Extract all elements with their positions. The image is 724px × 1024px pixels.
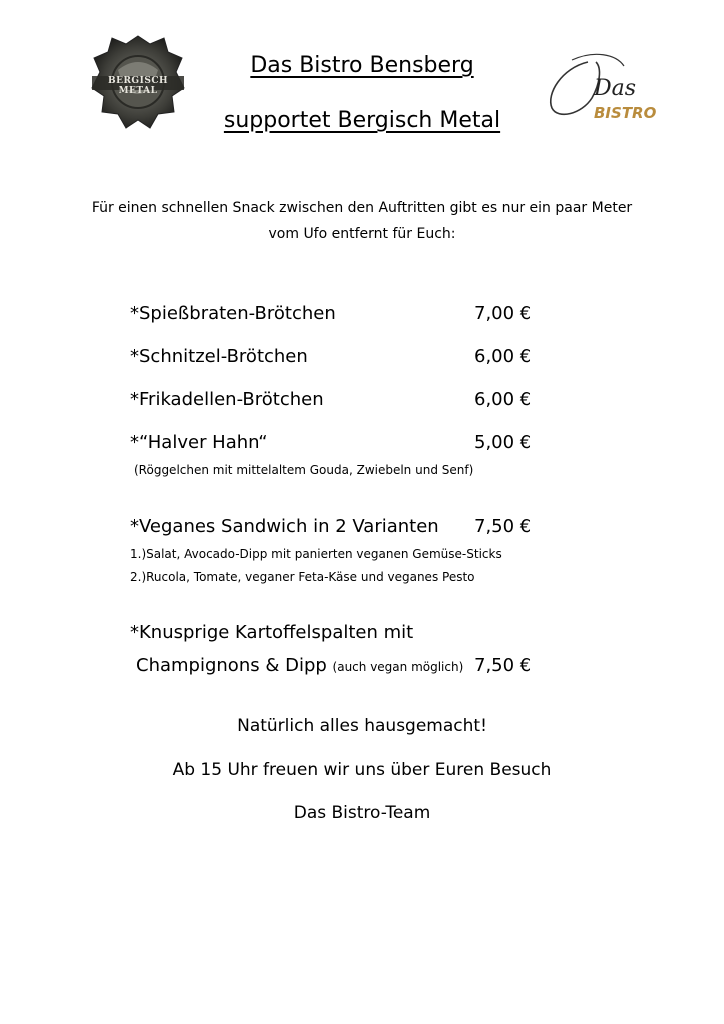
menu-item-note: (Röggelchen mit mittelaltem Gouda, Zwiebeln und Senf): [134, 463, 474, 477]
menu-item-price: 7,00 €: [474, 303, 532, 324]
das-bistro-logo-das: Das: [594, 76, 637, 101]
menu-item-name-small: (auch vegan möglich): [332, 660, 464, 674]
intro-line-2: vom Ufo entfernt für Euch:: [268, 226, 456, 242]
menu-item-price: 5,00 €: [474, 432, 532, 453]
intro-line-1: Für einen schnellen Snack zwischen den Auftritten gibt es nur ein paar Meter: [91, 200, 633, 216]
menu-item-price: 7,50 €: [474, 516, 532, 537]
footer-line-2: Ab 15 Uhr freuen wir uns über Euren Besuch: [172, 760, 552, 780]
menu-item-name-line2: [136, 655, 463, 676]
menu-item-name: *Knusprige Kartoffelspalten mit: [130, 622, 414, 643]
menu-item-price: 7,50 €: [474, 655, 532, 676]
menu-item-name: *Spießbraten-Brötchen: [130, 303, 336, 324]
intro-text: [0, 195, 724, 247]
footer-signature: Das Bistro-Team: [293, 803, 431, 823]
das-bistro-logo-bistro: BISTRO: [594, 104, 657, 122]
menu-item-name: *Veganes Sandwich in 2 Varianten: [130, 516, 439, 537]
menu-item-name-main: Champignons & Dipp: [136, 655, 327, 676]
page-subtitle: supportet Bergisch Metal: [223, 108, 501, 133]
menu-item-price: 6,00 €: [474, 389, 532, 410]
menu-item-name: *“Halver Hahn“: [130, 432, 268, 453]
menu-item-note: 2.)Rucola, Tomate, veganer Feta-Käse und veganes Pesto: [130, 570, 475, 584]
bergisch-metal-logo-text: BERGISCH METAL: [107, 76, 168, 96]
menu-item-note: 1.)Salat, Avocado-Dipp mit panierten veganen Gemüse-Sticks: [130, 547, 502, 561]
page-title: Das Bistro Bensberg: [250, 53, 474, 78]
menu-item-name: *Frikadellen-Brötchen: [130, 389, 324, 410]
menu-item-price: 6,00 €: [474, 346, 532, 367]
footer-line-1: Natürlich alles hausgemacht!: [237, 716, 487, 736]
menu-item-name: *Schnitzel-Brötchen: [130, 346, 308, 367]
